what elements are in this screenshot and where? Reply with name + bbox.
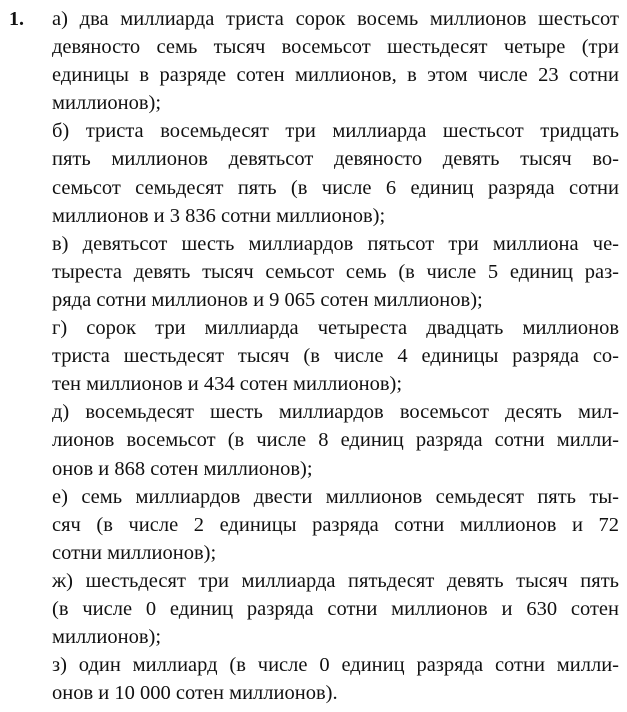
answer-item-v	[52, 230, 619, 314]
answer-line: в) девятьсот шесть миллиардов пятьсот три миллиона че-	[52, 232, 619, 255]
answer-item-zh	[52, 567, 619, 651]
answer-item-e	[52, 483, 619, 567]
answer-item-z	[52, 651, 619, 707]
answer-line: сотни миллионов);	[52, 541, 217, 564]
answer-line: лионов восемьсот (в числе 8 единиц разряда сотни милли-	[52, 429, 619, 452]
answer-line: б) триста восемьдесят три миллиарда шестьсот тридцать	[52, 120, 619, 143]
answer-line: семьсот семьдесят пять (в числе 6 единиц разряда сотни	[52, 176, 619, 199]
answer-item-a	[52, 5, 619, 117]
answer-line: (в числе 0 единиц разряда сотни миллионов и 630 сотен	[52, 597, 619, 620]
answer-line: миллионов);	[52, 92, 162, 115]
answer-item-b	[52, 117, 619, 229]
answer-line: г) сорок три миллиарда четыреста двадцать миллионов	[52, 317, 619, 340]
answer-line: е) семь миллиардов двести миллионов семьдесят пять ты-	[52, 485, 619, 508]
answer-line: миллионов);	[52, 626, 162, 649]
answer-item-g	[52, 314, 619, 398]
task-number: 1.	[9, 8, 24, 30]
answer-line: з) один миллиард (в числе 0 единиц разряда сотни милли-	[52, 654, 619, 677]
answer-line: триста шестьдесят тысяч (в числе 4 единицы разряда со-	[52, 345, 619, 368]
answer-line: пять миллионов девятьсот девяносто девять тысяч во-	[52, 148, 619, 171]
answer-line: ж) шестьдесят три миллиарда пятьдесят девять тысяч пять	[52, 569, 619, 592]
answer-line: единицы в разряде сотен миллионов, в этом числе 23 сотни	[52, 64, 619, 87]
answer-list	[52, 5, 619, 707]
answer-item-d	[52, 398, 619, 482]
answer-line: а) два миллиарда триста сорок восемь миллионов шестьсот	[52, 8, 619, 30]
answer-line: онов и 10 000 сотен миллионов).	[52, 682, 338, 705]
answer-line: сяч (в числе 2 единицы разряда сотни миллионов и 72	[52, 513, 619, 536]
answer-line: тен миллионов и 434 сотен миллионов);	[52, 373, 403, 396]
answer-line: д) восемьдесят шесть миллиардов восемьсот десять мил-	[52, 401, 619, 424]
answer-line: ряда сотни миллионов и 9 065 сотен миллионов);	[52, 288, 483, 311]
answer-line: девяносто семь тысяч восемьсот шестьдесят четыре (три	[52, 36, 619, 59]
answer-line: онов и 868 сотен миллионов);	[52, 457, 313, 480]
answer-line: тыреста девять тысяч семьсот семь (в числе 5 единиц раз-	[52, 260, 619, 283]
answer-line: миллионов и 3 836 сотни миллионов);	[52, 204, 386, 227]
